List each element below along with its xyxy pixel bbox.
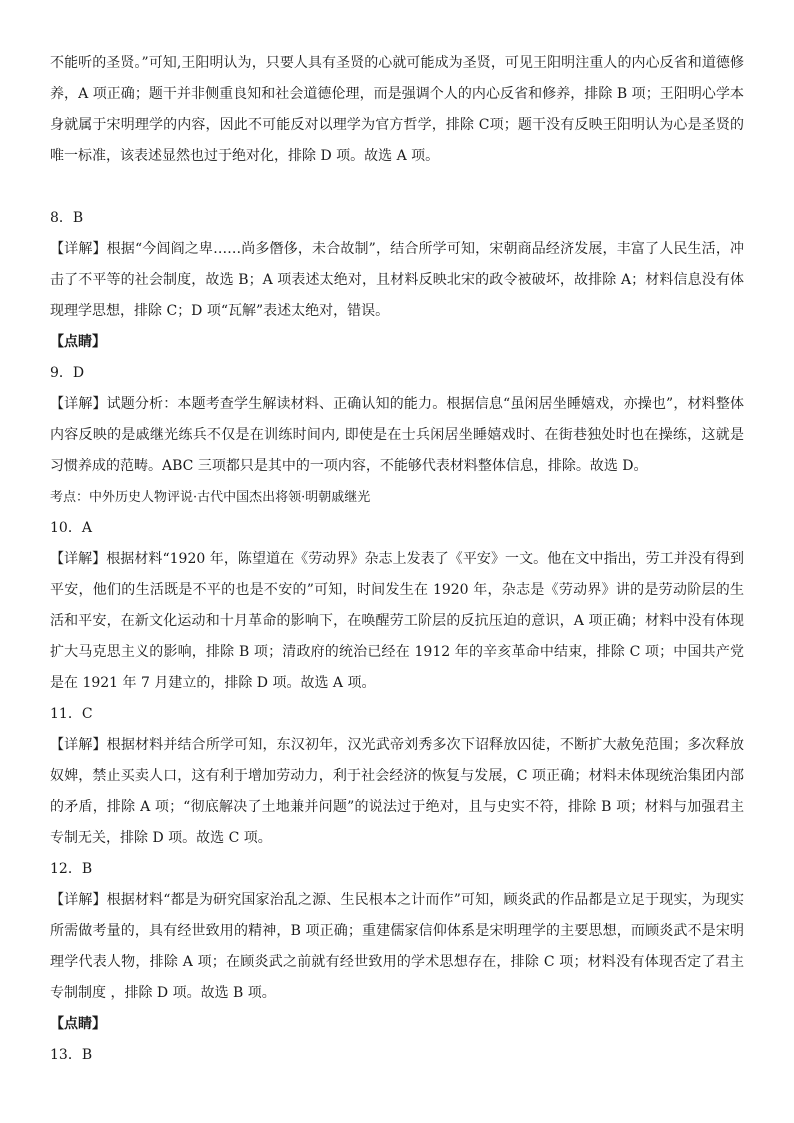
paragraph-answer-7-cont: 不能听的圣贤。”可知,王阳明认为，只要人具有圣贤的心就可能成为圣贤，可见王阳明注重人的内心反省和道德修养，A 项正确；题干并非侧重良知和社会道德伦理，而是强调个人的内心反省和修养，排除 B 项；王阳明心学本身就属于宋明理学的内容，因此不可能反对以理学为官方哲学，排除 C项；题干没有反映王阳明认为心是圣贤的唯一标准，该表述显然也过于绝对化，排除 D 项。故选 A 项。 [50, 55, 744, 164]
answer-number-11: 11．C [50, 706, 93, 722]
paragraph-answer-8: 【详解】根据“今闾阎之卑……尚多僭侈，未合故制”，结合所学可知，宋朝商品经济发展，丰富了人民生活，冲击了不平等的社会制度，故选 B；A 项表述太绝对，且材料反映北宋的政令被破坏，故排除 A；材料信息没有体现理学思想，排除 C；D 项“瓦解”表述太绝对，错误。 [50, 241, 744, 319]
exam-point-note: 考点：中外历史人物评说·古代中国杰出将领·明朝戚继光 [50, 490, 371, 505]
answer-number-13: 13．B [50, 1047, 93, 1063]
paragraph-answer-12: 【详解】根据材料“都是为研究国家治乱之源、生民根本之计而作”可知，顾炎武的作品都是立足于现实，为现实所需做考量的，具有经世致用的精神，B 项正确；重建儒家信仰体系是宋明理学的主要思想，而顾炎武不是宋明理学代表人物，排除 A 项；在顾炎武之前就有经世致用的学术思想存在，排除 C 项；材料没有体现否定了君主专制制度 ，排除 D 项。故选 B 项。 [50, 892, 744, 1001]
paragraph-answer-11: 【详解】根据材料并结合所学可知，东汉初年，汉光武帝刘秀多次下诏释放囚徒，不断扩大赦免范围；多次释放奴婢，禁止买卖人口，这有利于增加劳动力，利于社会经济的恢复与发展，C 项正确；材料未体现统治集团内部的矛盾，排除 A 项；“彻底解决了土地兼并问题”的说法过于绝对，且与史实不符，排除 B 项；材料与加强君主专制无关，排除 D 项。故选 C 项。 [50, 737, 744, 846]
answer-number-9: 9．D [50, 365, 85, 381]
paragraph-answer-10: 【详解】根据材料“1920 年，陈望道在《劳动界》杂志上发表了《平安》一文。他在文中指出，劳工并没有得到平安，他们的生活既是不平的也是不安的”可知，时间发生在 1920 年，杂志是《劳动界》讲的是劳动阶层的生活和平安，在新文化运动和十月革命的影响下，在唤醒劳工阶层的反抗压迫的意识，A 项正确；材料中没有体现扩大马克思主义的影响，排除 B 项；清政府的统治已经在 1912 年的辛亥革命中结束，排除 C 项；中国共产党是在 1921 年 7 月建立的，排除 D 项。故选 A 项。 [50, 551, 744, 691]
tip-heading: 【点睛】 [50, 1016, 106, 1032]
blank-line [50, 172, 744, 203]
answer-number-8: 8．B [50, 210, 84, 226]
answer-number-10: 10．A [50, 520, 92, 536]
tip-heading: 【点睛】 [50, 334, 106, 350]
answer-number-12: 12．B [50, 861, 93, 877]
paragraph-answer-9: 【详解】试题分析：本题考查学生解读材料、正确认知的能力。根据信息“虽闲居坐睡嬉戏，亦操也”，材料整体内容反映的是戚继光练兵不仅是在训练时间内, 即使是在士兵闲居坐睡嬉戏时、在街巷独处时也在操练，这就是习惯养成的范畴。ABC 三项都只是其中的一项内容，不能够代表材料整体信息，排除。故选 D。 [50, 396, 744, 474]
